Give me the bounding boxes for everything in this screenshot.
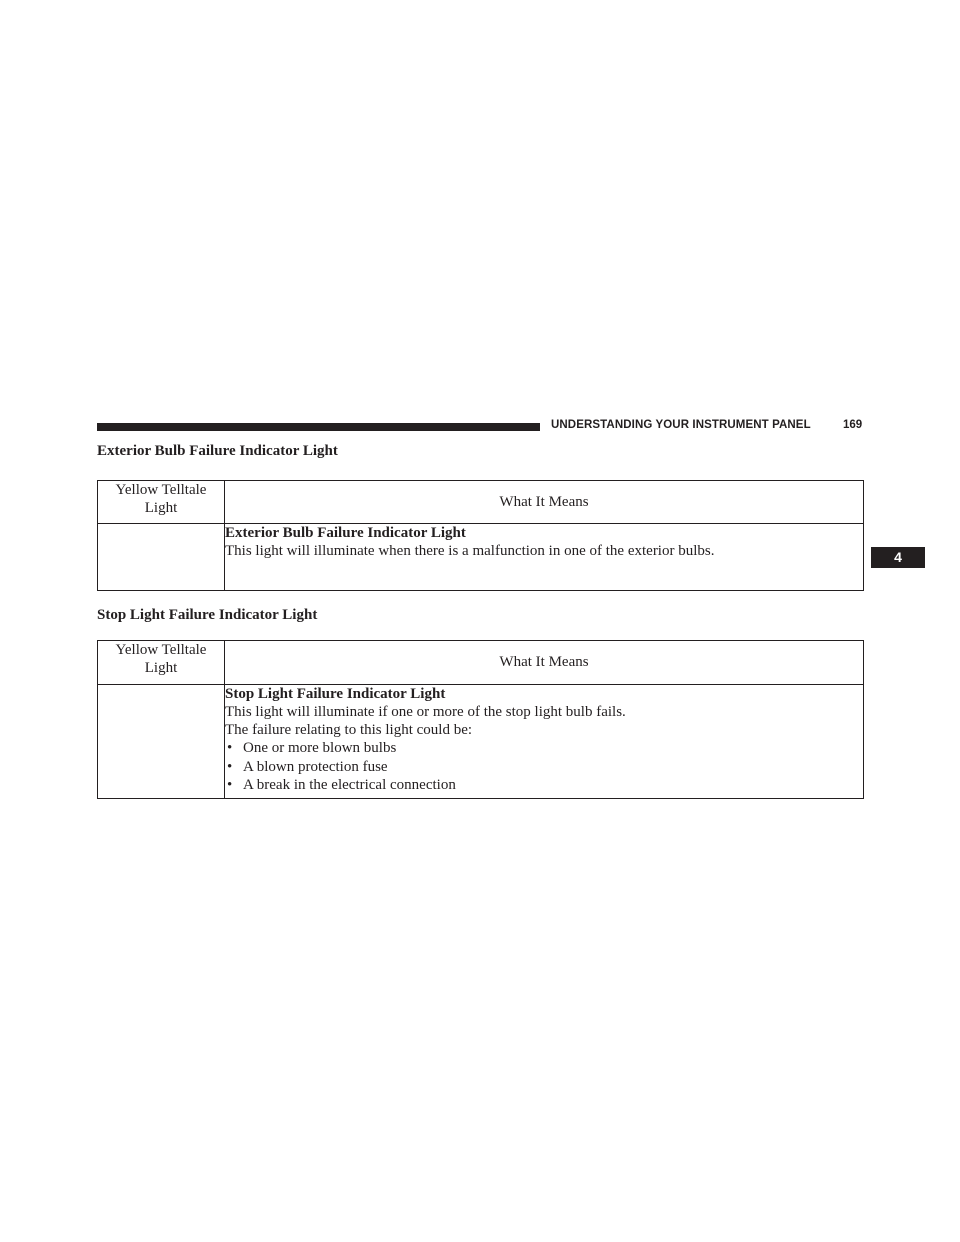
table-header-row <box>98 641 864 685</box>
telltale-symbol-cell <box>98 685 225 799</box>
header-rule <box>97 423 540 431</box>
list-item: • One or more blown bulbs <box>225 739 863 758</box>
meaning-text: The failure relating to this light could be: <box>225 722 473 738</box>
running-header: UNDERSTANDING YOUR INSTRUMENT PANEL <box>551 419 811 431</box>
telltale-table-exterior-bulb <box>97 480 864 591</box>
page-number: 169 <box>843 419 863 431</box>
meaning-text: This light will illuminate when there is a malfunction in one of the exterior bulbs. <box>225 543 715 559</box>
list-item: • A break in the electrical connection <box>225 776 863 795</box>
column-header-meaning: What It Means <box>225 481 864 524</box>
list-item: • A blown protection fuse <box>225 758 863 777</box>
telltale-symbol-cell <box>98 524 225 591</box>
meaning-text: This light will illuminate if one or more of the stop light bulb fails. <box>225 704 626 720</box>
section-title-stop-light: Stop Light Failure Indicator Light <box>97 607 318 623</box>
column-header-telltale: Yellow Telltale Light <box>98 641 225 685</box>
meaning-cell <box>225 524 864 591</box>
meaning-cell <box>225 685 864 799</box>
meaning-title: Stop Light Failure Indicator Light <box>225 686 446 702</box>
table-header-row <box>98 481 864 524</box>
column-header-telltale: Yellow Telltale Light <box>98 481 225 524</box>
section-title-exterior-bulb: Exterior Bulb Failure Indicator Light <box>97 443 338 459</box>
table-row <box>98 685 864 799</box>
meaning-title: Exterior Bulb Failure Indicator Light <box>225 525 466 541</box>
chapter-tab: 4 <box>871 547 925 568</box>
column-header-meaning: What It Means <box>225 641 864 685</box>
telltale-table-stop-light <box>97 640 864 799</box>
table-row <box>98 524 864 591</box>
failure-causes-list <box>225 739 863 795</box>
